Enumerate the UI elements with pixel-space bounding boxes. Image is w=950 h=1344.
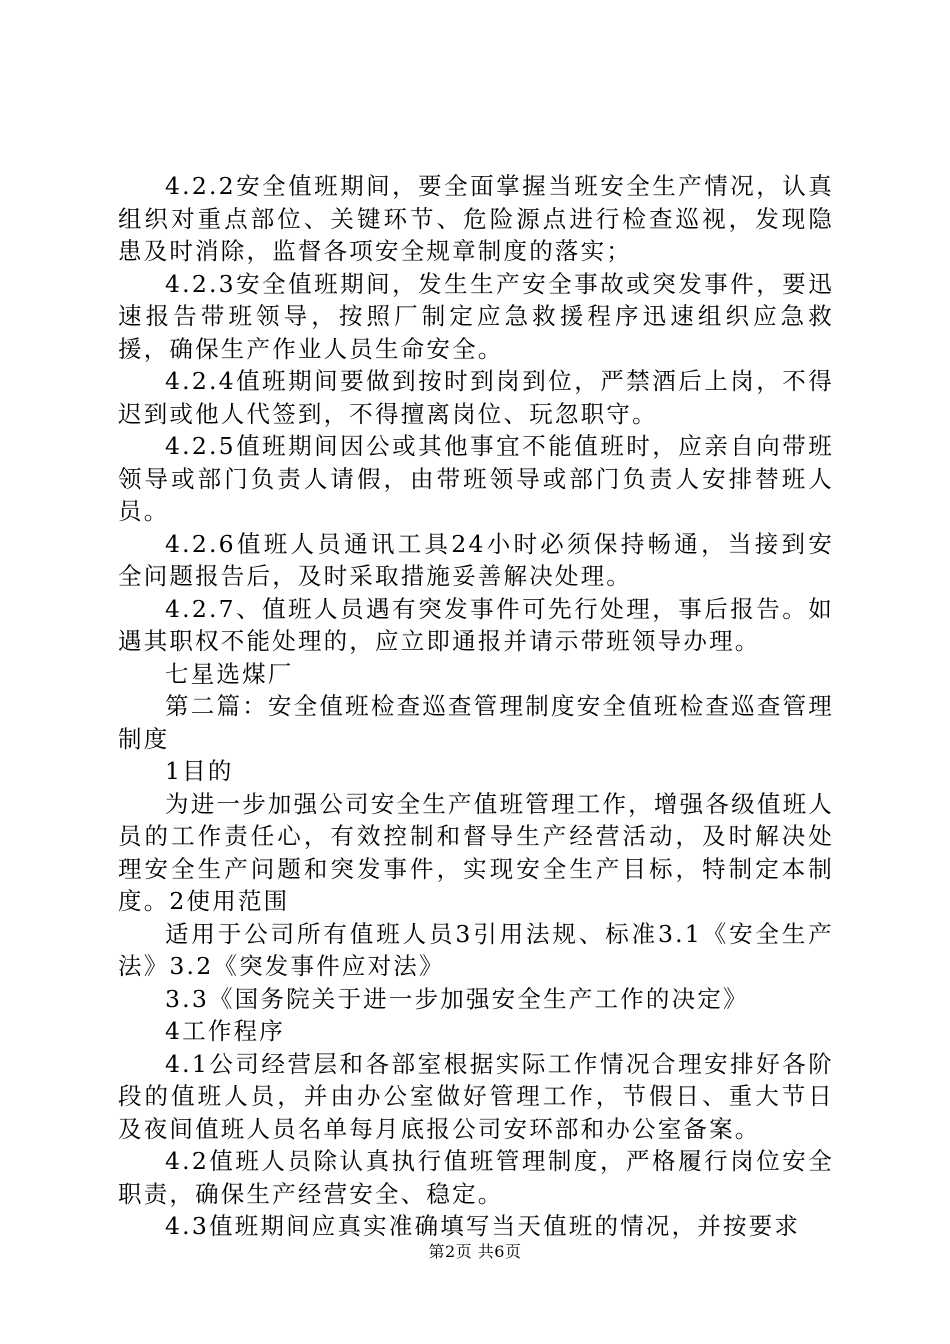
paragraph-4-2-2: 4.2.2安全值班期间，要全面掌握当班安全生产情况，认真组织对重点部位、关键环节、危险源点进行检查巡视，发现隐患及时消除，监督各项安全规章制度的落实； xyxy=(118,172,834,265)
paragraph-4-2: 4.2值班人员除认真执行值班管理制度，严格履行岗位安全职责，确保生产经营安全、稳定。 xyxy=(118,1147,834,1208)
paragraph-purpose: 为进一步加强公司安全生产值班管理工作，增强各级值班人员的工作责任心，有效控制和督导生产经营活动，及时解决处理安全生产问题和突发事件，实现安全生产目标，特制定本制度。2使用范围 xyxy=(118,789,834,915)
heading-procedure: 4工作程序 xyxy=(165,1017,285,1045)
paragraph-4-2-5: 4.2.5值班期间因公或其他事宜不能值班时，应亲自向带班领导或部门负责人请假，由带班领导或部门负责人安排替班人员。 xyxy=(118,432,834,525)
paragraph-4-2-6: 4.2.6值班人员通讯工具24小时必须保持畅通，当接到安全问题报告后，及时采取措施妥善解决处理。 xyxy=(118,529,834,590)
paragraph-4-2-7: 4.2.7、值班人员遇有突发事件可先行处理，事后报告。如遇其职权不能处理的，应立即通报并请示带班领导办理。 xyxy=(118,594,834,655)
paragraph-scope-references: 适用于公司所有值班人员3引用法规、标准3.1《安全生产法》3.2《突发事件应对法》 xyxy=(118,919,834,980)
page-number-footer: 第2页 共6页 xyxy=(428,1242,522,1261)
heading-purpose: 1目的 xyxy=(165,757,234,785)
section-title: 第二篇：安全值班检查巡查管理制度安全值班检查巡查管理制度 xyxy=(118,692,834,753)
paragraph-4-1: 4.1公司经营层和各部室根据实际工作情况合理安排好各阶段的值班人员，并由办公室做好管理工作，节假日、重大节日及夜间值班人员名单每月底报公司安环部和办公室备案。 xyxy=(118,1049,834,1143)
paragraph-reference-3-3: 3.3《国务院关于进一步加强安全生产工作的决定》 xyxy=(165,984,749,1013)
paragraph-4-2-3: 4.2.3安全值班期间，发生生产安全事故或突发事件，要迅速报告带班领导，按照厂制定应急救援程序迅速组织应急救援，确保生产作业人员生命安全。 xyxy=(118,269,834,363)
paragraph-4-3: 4.3值班期间应真实准确填写当天值班的情况，并按要求 xyxy=(165,1212,801,1240)
organization-name: 七星选煤厂 xyxy=(165,659,294,688)
paragraph-4-2-4: 4.2.4值班期间要做到按时到岗到位，严禁酒后上岗，不得迟到或他人代签到，不得擅离岗位、玩忽职守。 xyxy=(118,367,834,428)
document-body xyxy=(118,170,834,1243)
